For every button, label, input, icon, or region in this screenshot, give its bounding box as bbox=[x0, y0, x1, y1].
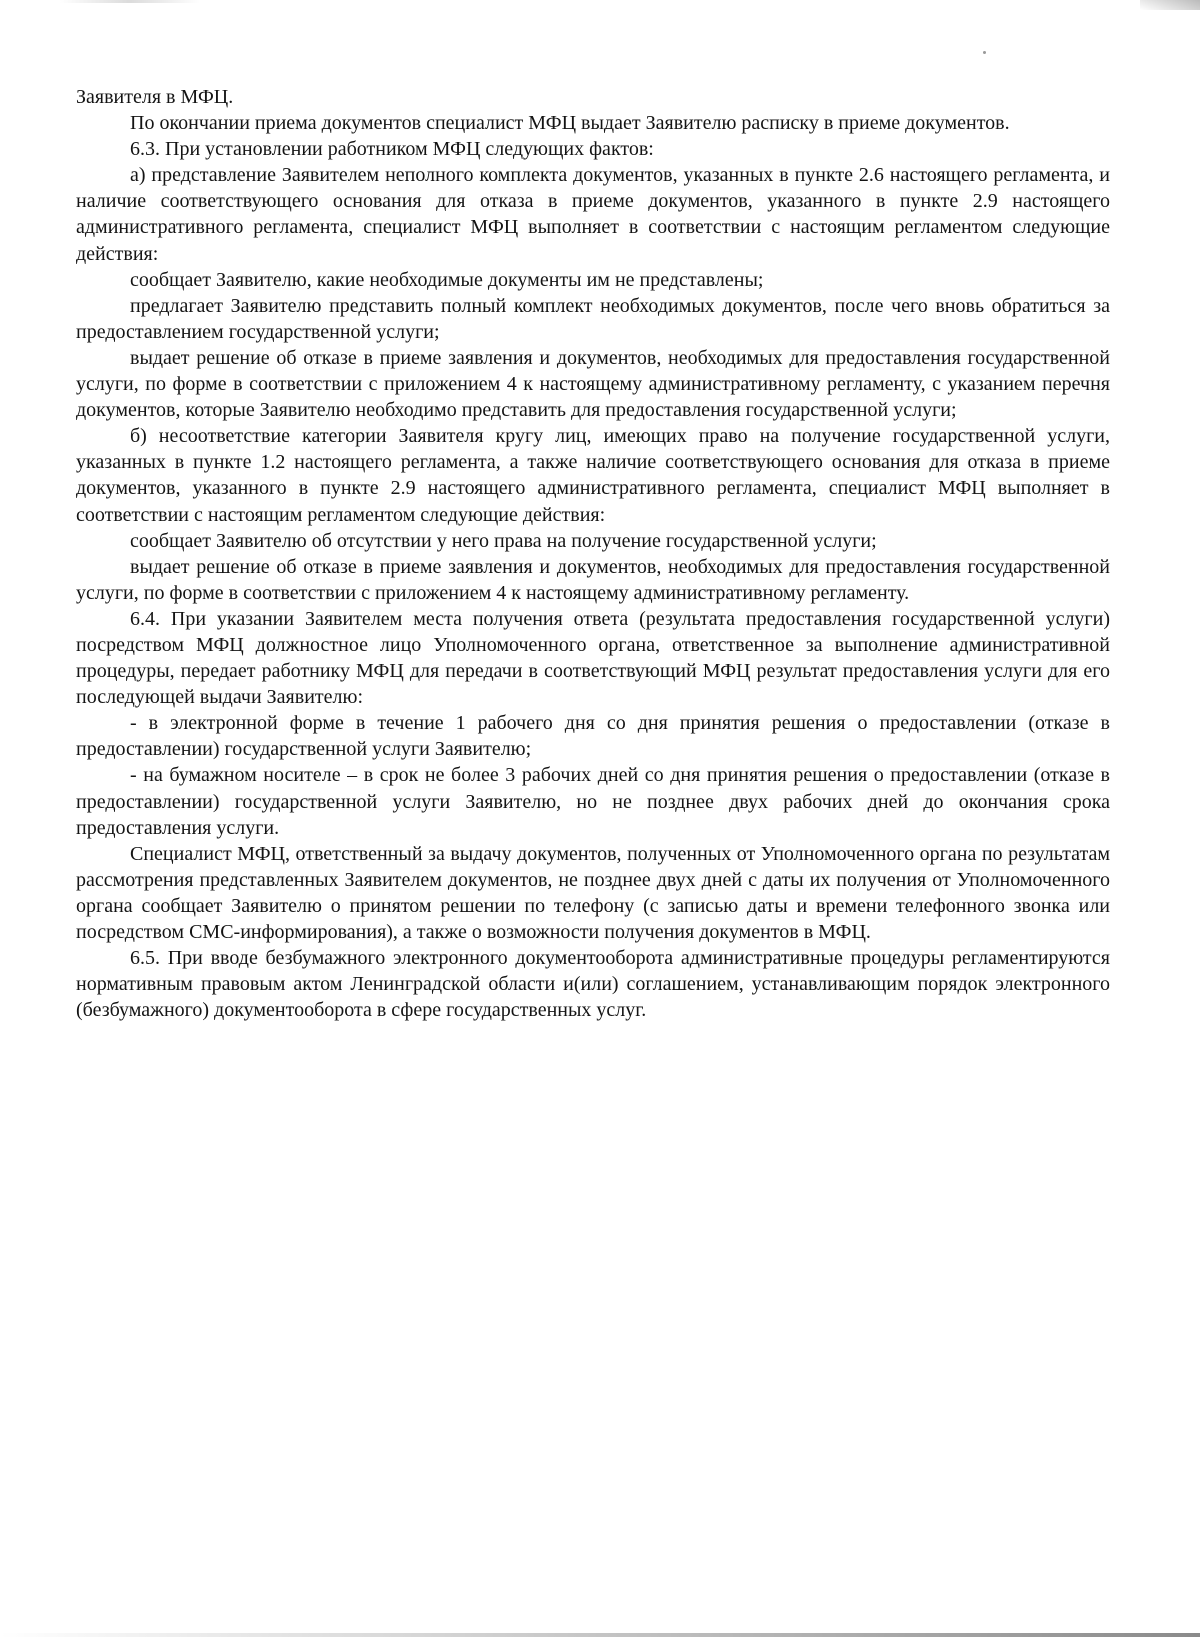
scan-artifact bbox=[60, 0, 200, 3]
paragraph: 6.5. При вводе безбумажного электронного документооборота административные процедуры регламентируются нормативным правовым актом Ленинградской области и(или) соглашением, устанавливающим порядок электронного (безбумажного) документооборота в сфере государственных услуг. bbox=[76, 947, 1110, 1022]
list-item: сообщает Заявителю об отсутствии у него права на получение государственной услуги; bbox=[130, 529, 877, 552]
paragraph: а) представление Заявителем неполного комплекта документов, указанных в пункте 2.6 настоящего регламента, и наличие соответствующего основания для отказа в приеме документов, указанного в пункте 2.9 настоящего административного регламента, специалист МФЦ выполняет в соответствии с настоящим регламентом следующие действия: bbox=[76, 164, 1110, 265]
paragraph: Заявителя в МФЦ. bbox=[76, 86, 234, 108]
document-body bbox=[76, 84, 1110, 1023]
paragraph: Специалист МФЦ, ответственный за выдачу документов, полученных от Уполномоченного органа по результатам рассмотрения представленных Заявителем документов, не позднее двух дней с даты их получения от Уполномоченного органа сообщает Заявителю о принятом решении по телефону (с записью даты и времени телефонного звонка или посредством СМС-информирования), а также о возможности получения документов в МФЦ. bbox=[76, 842, 1110, 943]
scan-artifact bbox=[1140, 0, 1200, 10]
list-item: - в электронной форме в течение 1 рабочего дня со дня принятия решения о предоставлении (отказе в предоставлении) государственной услуги Заявителю; bbox=[76, 712, 1110, 761]
paragraph: По окончании приема документов специалист МФЦ выдает Заявителю расписку в приеме документов. bbox=[130, 112, 1010, 135]
list-item: выдает решение об отказе в приеме заявления и документов, необходимых для предоставления государственной услуги, по форме в соответствии с приложением 4 к настоящему административному регламенту. bbox=[76, 555, 1110, 604]
paragraph: 6.4. При указании Заявителем места получения ответа (результата предоставления государственной услуги) посредством МФЦ должностное лицо Уполномоченного органа, ответственное за выполнение административной процедуры, передает работнику МФЦ для передачи в соответствующий МФЦ результат предоставления услуги для его последующей выдачи Заявителю: bbox=[76, 607, 1110, 709]
paragraph: б) несоответствие категории Заявителя кругу лиц, имеющих право на получение государственной услуги, указанных в пункте 1.2 настоящего регламента, а также наличие соответствующего основания для отказа в приеме документов, указанного в пункте 2.9 настоящего административного регламента, специалист МФЦ выполняет в соответствии с настоящим регламентом следующие действия: bbox=[76, 425, 1110, 526]
list-item: - на бумажном носителе – в срок не более 3 рабочих дней со дня принятия решения о предоставлении (отказе в предоставлении) государственной услуги Заявителю, но не позднее двух рабочих дней до окончания срока предоставления услуги. bbox=[76, 764, 1110, 839]
scan-artifact bbox=[983, 51, 986, 54]
section-heading: 6.3. При установлении работником МФЦ следующих фактов: bbox=[130, 138, 654, 161]
list-item: выдает решение об отказе в приеме заявления и документов, необходимых для предоставления государственной услуги, по форме в соответствии с приложением 4 к настоящему административному регламенту, с указанием перечня документов, которые Заявителю необходимо представить для предоставления государственной услуги; bbox=[76, 346, 1110, 422]
list-item: сообщает Заявителю, какие необходимые документы им не представлены; bbox=[130, 268, 764, 291]
scan-artifact bbox=[0, 1633, 1200, 1637]
list-item: предлагает Заявителю представить полный комплект необходимых документов, после чего вновь обратиться за предоставлением государственной услуги; bbox=[76, 294, 1110, 343]
